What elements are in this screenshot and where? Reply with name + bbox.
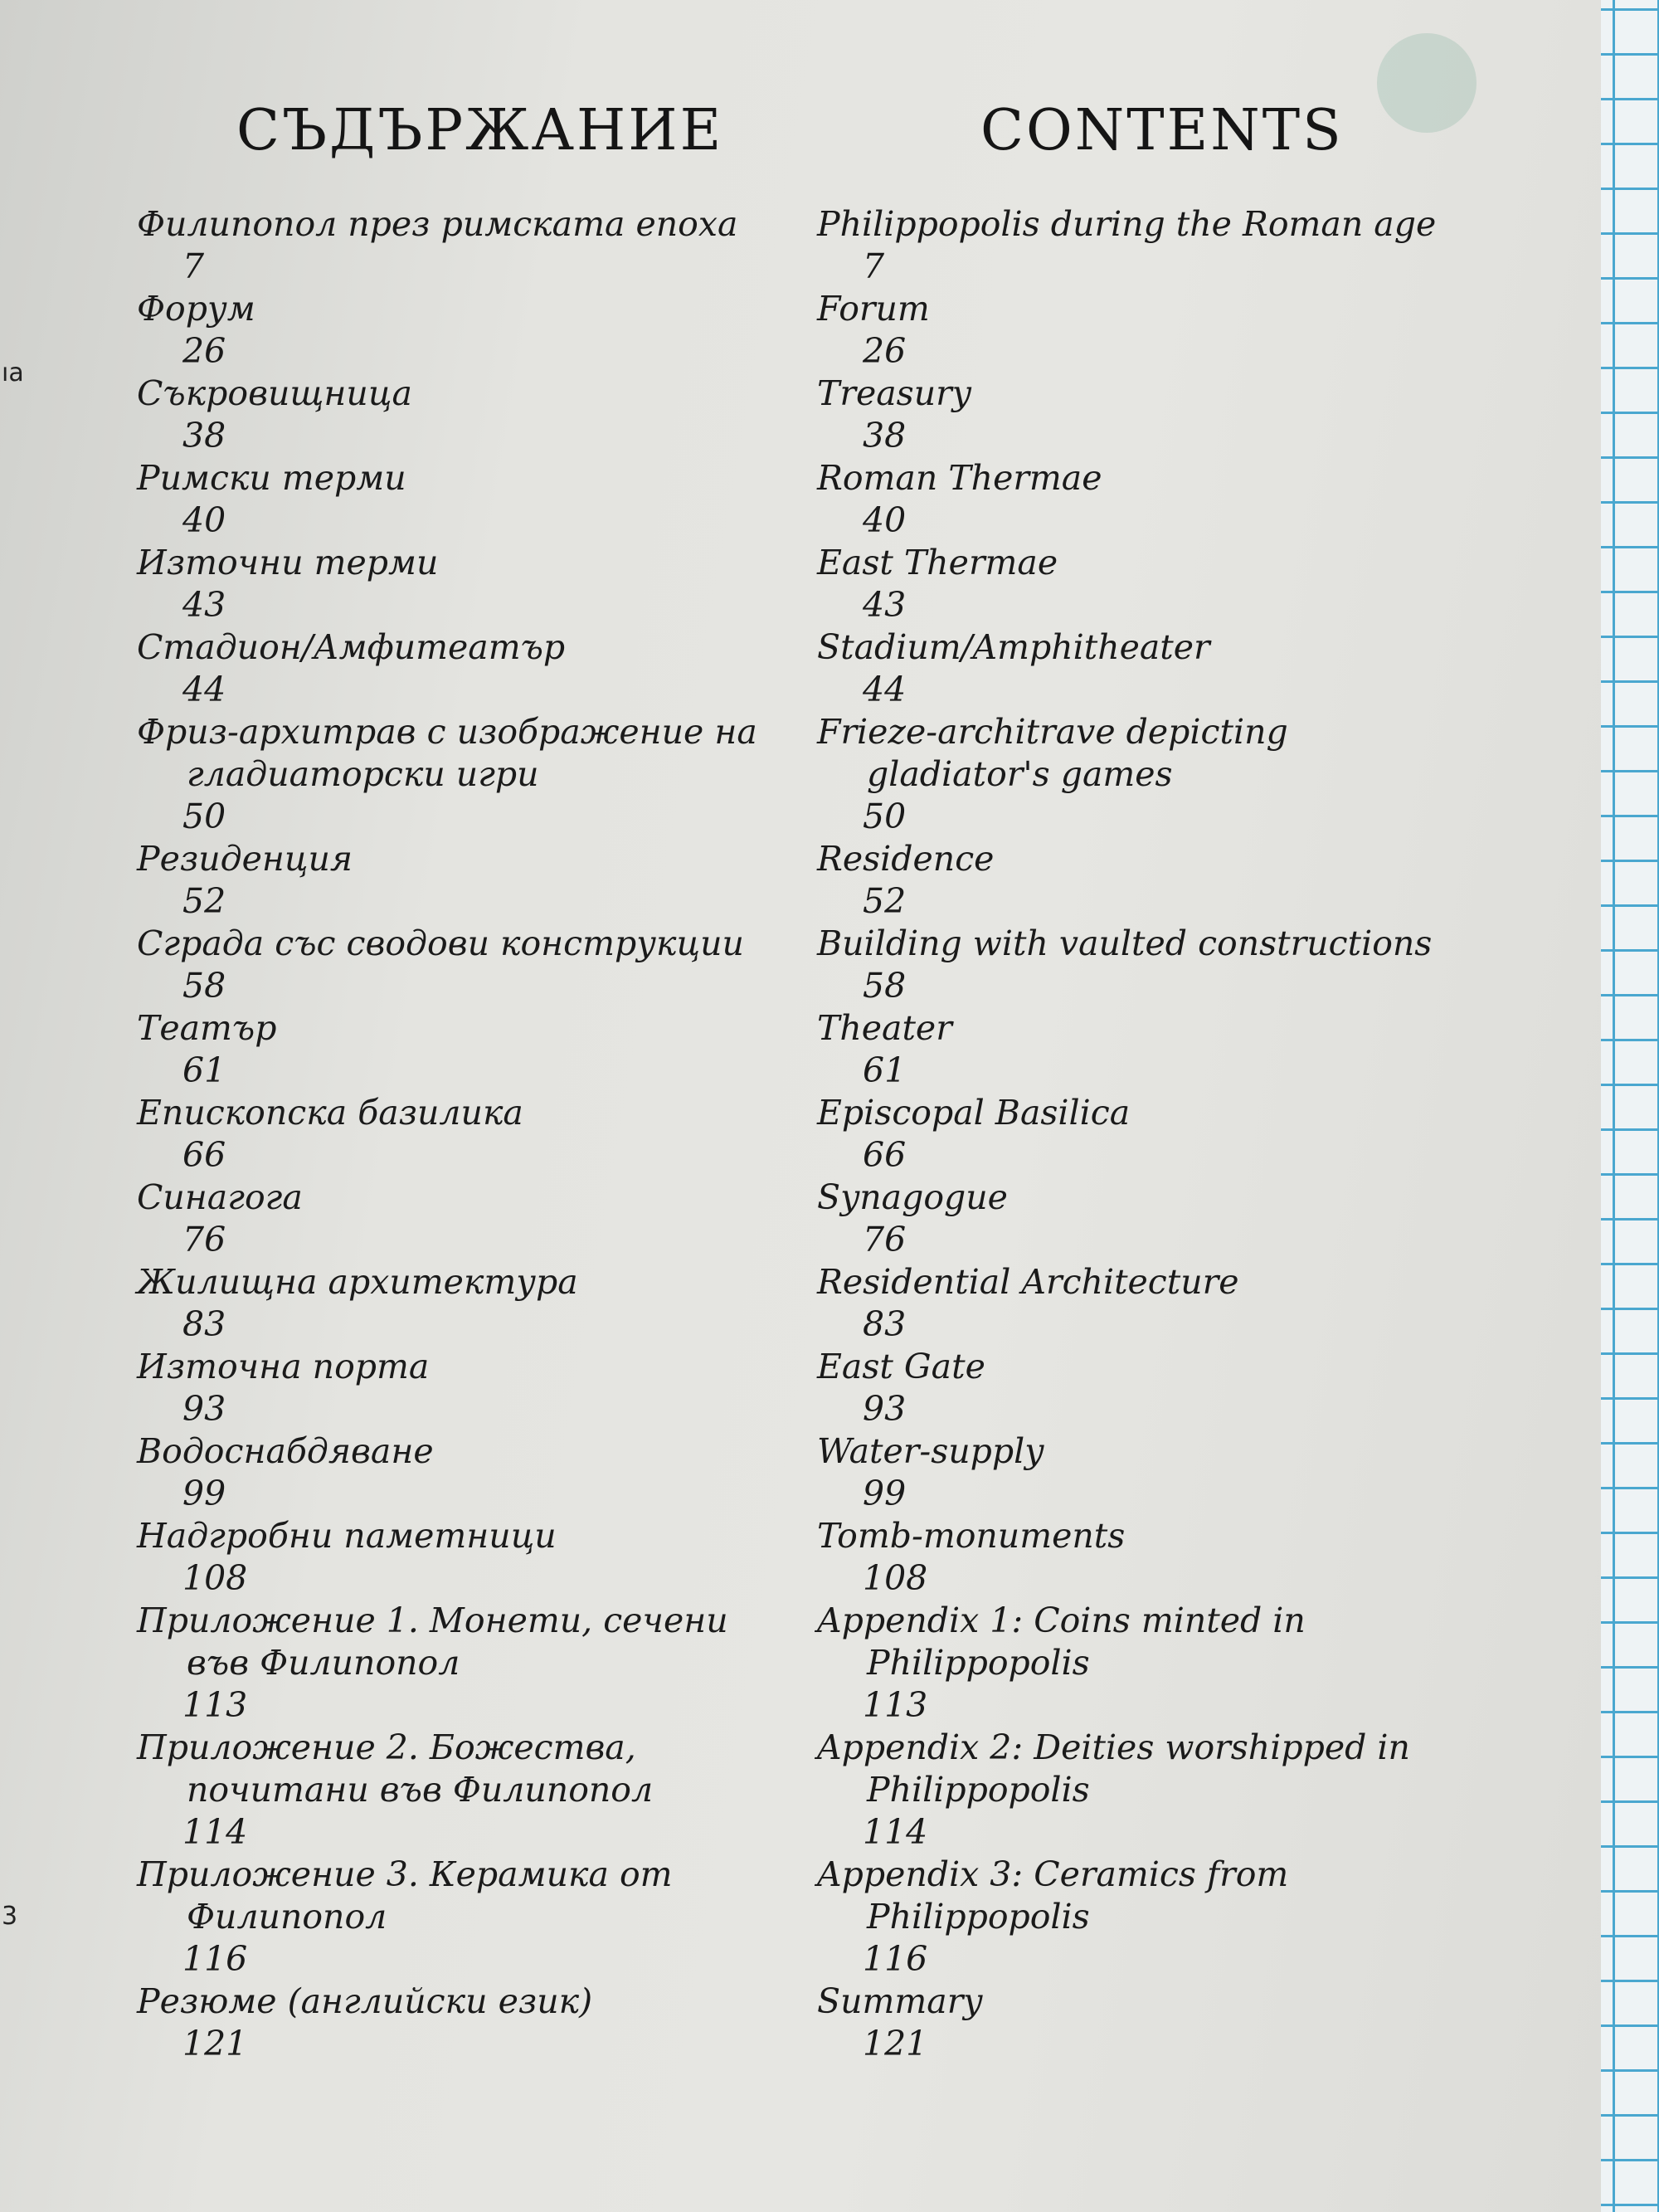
toc-entry-title-line: gladiator's games — [867, 754, 1173, 794]
toc-entry-title-line: Жилищна архитектура — [137, 1262, 578, 1302]
toc-entry-page-number: 61 — [182, 1050, 226, 1090]
toc-entry-page-number: 40 — [863, 500, 907, 540]
toc-entry — [137, 1177, 784, 1261]
toc-entry — [137, 1600, 784, 1727]
toc-entry-title-line: Philippopolis — [867, 1643, 1090, 1683]
toc-entry-page-number: 52 — [182, 881, 226, 921]
toc-entry — [137, 1854, 784, 1981]
toc-entry-page-number: 108 — [182, 1558, 248, 1598]
toc-entry-title — [137, 923, 784, 965]
toc-entry-title — [137, 838, 784, 880]
toc-entry-page-number: 52 — [863, 881, 907, 921]
toc-entry-page-number: 113 — [182, 1685, 248, 1725]
toc-entry — [137, 542, 784, 626]
toc-entry-title — [817, 1727, 1481, 1811]
toc-entry-title — [137, 1430, 784, 1473]
toc-entry-title-line: Appendix 2: Deities worshipped in — [817, 1727, 1410, 1767]
toc-entry-title — [137, 373, 784, 415]
toc-entry-title — [137, 1007, 784, 1050]
toc-entry — [137, 1346, 784, 1430]
toc-entry — [817, 923, 1481, 1007]
toc-entry-page-number: 58 — [863, 966, 907, 1006]
toc-entry-page-number: 121 — [863, 2024, 928, 2063]
toc-entry — [137, 1430, 784, 1515]
toc-entry-title-line: Appendix 3: Ceramics from — [817, 1854, 1289, 1894]
toc-entry-title — [817, 711, 1481, 796]
toc-entry-page-number: 44 — [182, 670, 226, 709]
facing-page-edge-text: 3 — [2, 1902, 18, 1931]
toc-entry-title-line: Episcopal Basilica — [817, 1093, 1131, 1133]
toc-entry — [137, 373, 784, 457]
toc-entry-title-line: почитани във Филипопол — [187, 1770, 654, 1810]
toc-entry — [137, 1981, 784, 2065]
toc-entry-title — [817, 1177, 1481, 1219]
toc-entry-title-line: гладиаторски игри — [187, 754, 539, 794]
toc-entry-title-line: Residence — [817, 839, 995, 879]
toc-entry-title — [817, 1430, 1481, 1473]
toc-entry-page-number: 66 — [863, 1135, 907, 1175]
toc-entry-title — [137, 1261, 784, 1303]
toc-entry — [137, 1092, 784, 1177]
toc-entry-title-line: Frieze-architrave depicting — [817, 712, 1288, 752]
toc-entry-title-line: Фриз-архитрав с изображение на — [137, 712, 757, 752]
toc-entry-page-number: 38 — [863, 416, 907, 456]
toc-entry-title-line: Philippopolis — [867, 1897, 1090, 1937]
toc-entry-page-number: 50 — [182, 797, 226, 836]
toc-entry-title — [817, 923, 1481, 965]
toc-entry-title — [137, 711, 784, 796]
toc-entry-title-line: Съкровищница — [137, 373, 412, 413]
toc-entry-title-line: Water-supply — [817, 1431, 1044, 1471]
toc-entry-title-line: East Thermae — [817, 543, 1058, 582]
toc-entry-title — [137, 1346, 784, 1388]
toc-entry-title — [817, 1092, 1481, 1134]
toc-entry-title — [137, 1177, 784, 1219]
toc-entry-title — [137, 1515, 784, 1557]
contents-list-english — [817, 203, 1481, 2065]
toc-entry-title-line: Римски терми — [137, 458, 406, 498]
toc-entry-page-number: 76 — [182, 1220, 226, 1259]
toc-entry-title-line: Treasury — [817, 373, 971, 413]
toc-entry-title-line: Филипопол — [187, 1897, 387, 1937]
toc-entry-title — [137, 203, 784, 246]
toc-entry — [817, 1600, 1481, 1727]
toc-entry — [817, 1727, 1481, 1854]
toc-entry-title — [817, 1346, 1481, 1388]
toc-entry-title — [817, 288, 1481, 330]
toc-entry-title — [137, 542, 784, 584]
toc-entry — [817, 1177, 1481, 1261]
toc-entry-title-line: Stadium/Amphitheater — [817, 627, 1210, 667]
toc-entry-title-line: Резюме (английски език) — [137, 1981, 593, 2021]
toc-entry — [137, 203, 784, 288]
toc-entry — [817, 1261, 1481, 1346]
toc-entry — [817, 457, 1481, 542]
toc-entry-title-line: Стадион/Амфитеатър — [137, 627, 566, 667]
toc-entry — [137, 1727, 784, 1854]
toc-entry — [817, 1854, 1481, 1981]
toc-entry-title — [817, 1854, 1481, 1938]
contents-list-bulgarian — [137, 203, 784, 2065]
toc-entry-page-number: 7 — [182, 246, 205, 286]
toc-entry-title — [137, 1981, 784, 2023]
toc-entry-page-number: 66 — [182, 1135, 226, 1175]
toc-entry-title — [817, 203, 1481, 246]
toc-entry-page-number: 83 — [863, 1304, 907, 1344]
toc-entry — [137, 711, 784, 838]
toc-entry-page-number: 116 — [863, 1939, 928, 1979]
toc-entry — [137, 923, 784, 1007]
toc-entry — [817, 1981, 1481, 2065]
toc-entry-page-number: 58 — [182, 966, 226, 1006]
grid-paper-edge — [1601, 0, 1659, 2212]
toc-entry — [137, 1007, 784, 1092]
toc-entry-title-line: Tomb-monuments — [817, 1516, 1126, 1556]
toc-entry — [137, 838, 784, 923]
toc-entry — [817, 542, 1481, 626]
toc-entry-title-line: във Филипопол — [187, 1643, 460, 1683]
toc-entry-page-number: 26 — [863, 331, 907, 371]
toc-entry — [137, 1261, 784, 1346]
heading-bulgarian: СЪДЪРЖАНИЕ — [236, 98, 724, 163]
toc-entry-title — [137, 1727, 784, 1811]
toc-entry-title-line: Театър — [137, 1008, 277, 1048]
toc-entry-page-number: 99 — [182, 1474, 226, 1513]
toc-entry-title — [137, 626, 784, 669]
toc-entry-title-line: Източна порта — [137, 1347, 430, 1386]
toc-entry-title — [137, 288, 784, 330]
toc-entry-title-line: Източни терми — [137, 543, 439, 582]
toc-entry — [817, 288, 1481, 373]
toc-entry-title-line: East Gate — [817, 1347, 985, 1386]
toc-entry-title — [817, 457, 1481, 499]
toc-entry — [137, 626, 784, 711]
toc-entry-title-line: Philippopolis — [867, 1770, 1090, 1810]
toc-entry — [137, 288, 784, 373]
toc-entry — [817, 838, 1481, 923]
toc-entry — [817, 1092, 1481, 1177]
toc-entry-page-number: 26 — [182, 331, 226, 371]
toc-entry-page-number: 114 — [863, 1812, 928, 1852]
toc-entry-title — [817, 1981, 1481, 2023]
toc-entry-title-line: Residential Architecture — [817, 1262, 1239, 1302]
toc-entry-title — [137, 457, 784, 499]
toc-entry-title — [817, 838, 1481, 880]
toc-entry-title-line: Приложение 1. Монети, сечени — [137, 1601, 728, 1640]
toc-entry-title-line: Summary — [817, 1981, 983, 2021]
toc-entry-title-line: Synagogue — [817, 1177, 1008, 1217]
toc-entry-title-line: Водоснабдяване — [137, 1431, 434, 1471]
toc-entry-title-line: Building with vaulted constructions — [817, 923, 1433, 963]
toc-entry — [817, 626, 1481, 711]
toc-entry-title-line: Theater — [817, 1008, 952, 1048]
toc-entry-page-number: 121 — [182, 2024, 248, 2063]
toc-entry — [137, 1515, 784, 1600]
toc-entry — [137, 457, 784, 542]
toc-entry — [817, 203, 1481, 288]
toc-entry-page-number: 43 — [182, 585, 226, 625]
toc-entry-title — [817, 1515, 1481, 1557]
toc-entry-page-number: 40 — [182, 500, 226, 540]
toc-entry-page-number: 83 — [182, 1304, 226, 1344]
toc-entry-title-line: Приложение 2. Божества, — [137, 1727, 636, 1767]
toc-entry-title — [817, 373, 1481, 415]
toc-entry-title-line: Appendix 1: Coins minted in — [817, 1601, 1306, 1640]
toc-entry-title — [817, 1600, 1481, 1684]
toc-entry-title-line: Forum — [817, 289, 930, 329]
toc-entry — [817, 1007, 1481, 1092]
toc-entry-title-line: Roman Thermae — [817, 458, 1102, 498]
toc-entry-title — [137, 1854, 784, 1938]
toc-entry-page-number: 50 — [863, 797, 907, 836]
toc-entry-page-number: 114 — [182, 1812, 248, 1852]
toc-entry-title — [817, 1007, 1481, 1050]
toc-entry-page-number: 116 — [182, 1939, 248, 1979]
toc-entry — [817, 1430, 1481, 1515]
toc-entry-title — [817, 1261, 1481, 1303]
toc-entry-title-line: Филипопол през римската епоха — [137, 204, 738, 244]
toc-entry-page-number: 108 — [863, 1558, 928, 1598]
toc-entry-title-line: Епископска базилика — [137, 1093, 523, 1133]
toc-entry-title-line: Резиденция — [137, 839, 353, 879]
toc-entry-page-number: 76 — [863, 1220, 907, 1259]
toc-entry-page-number: 38 — [182, 416, 226, 456]
toc-entry-title — [817, 542, 1481, 584]
toc-entry-page-number: 99 — [863, 1474, 907, 1513]
facing-page-edge-text: ıa — [2, 358, 24, 387]
toc-entry-title-line: Форум — [137, 289, 255, 329]
toc-entry — [817, 711, 1481, 838]
toc-entry-page-number: 43 — [863, 585, 907, 625]
toc-entry-title — [137, 1092, 784, 1134]
toc-entry — [817, 373, 1481, 457]
toc-entry-page-number: 7 — [863, 246, 885, 286]
heading-english: CONTENTS — [980, 98, 1344, 163]
toc-entry-page-number: 44 — [863, 670, 907, 709]
toc-entry-page-number: 113 — [863, 1685, 928, 1725]
page-stain — [1377, 33, 1477, 133]
toc-entry-page-number: 61 — [863, 1050, 907, 1090]
toc-entry — [817, 1346, 1481, 1430]
toc-entry-title — [137, 1600, 784, 1684]
toc-entry-title-line: Надгробни паметници — [137, 1516, 557, 1556]
toc-entry-title — [817, 626, 1481, 669]
toc-entry — [817, 1515, 1481, 1600]
toc-entry-title-line: Приложение 3. Керамика от — [137, 1854, 673, 1894]
toc-entry-page-number: 93 — [863, 1389, 907, 1429]
toc-entry-title-line: Philippopolis during the Roman age — [817, 204, 1437, 244]
toc-entry-title-line: Синагога — [137, 1177, 303, 1217]
toc-entry-title-line: Сграда със сводови конструкции — [137, 923, 744, 963]
toc-entry-page-number: 93 — [182, 1389, 226, 1429]
